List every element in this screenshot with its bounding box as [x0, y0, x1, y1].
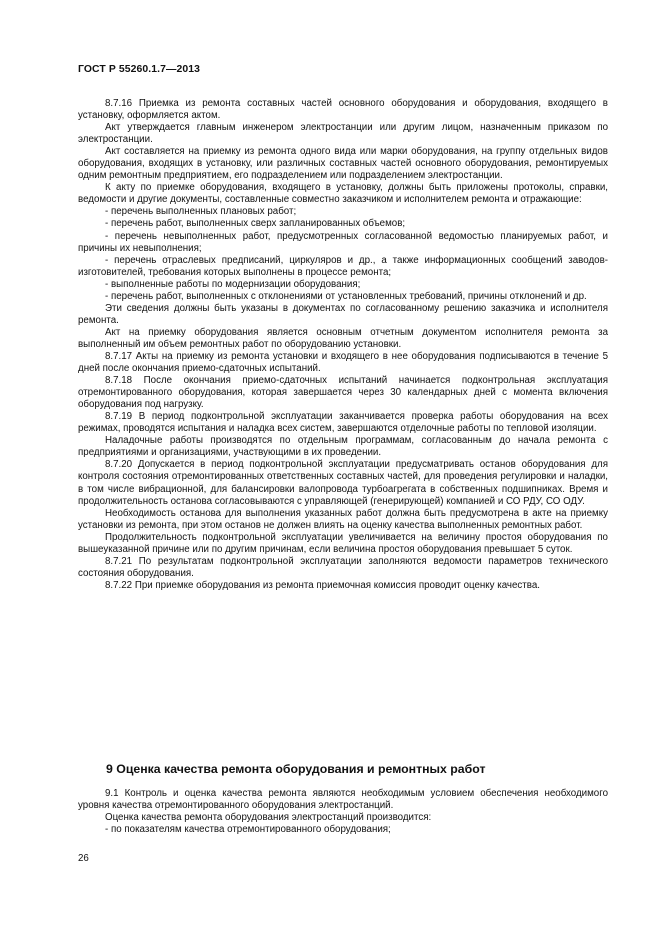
paragraph-8-7-16: 8.7.16 Приемка из ремонта составных частей основного оборудования и оборудования, входящего в установку, оформляется актом. [78, 98, 608, 122]
paragraph: Продолжительность подконтрольной эксплуатации увеличивается на величину простоя оборудования по вышеуказанной причине или по другим причинам, если величина простоя оборудования превышает 5 суток. [78, 531, 608, 555]
list-item: - перечень выполненных плановых работ; [105, 206, 297, 218]
paragraph: Оценка качества ремонта оборудования электростанций производится: [105, 812, 432, 824]
list-item: - перечень невыполненных работ, предусмотренных согласованной ведомостью планируемых работ, и причины их невыполнения; [78, 230, 608, 254]
paragraph-8-7-18: 8.7.18 После окончания приемо-сдаточных испытаний начинается подконтрольная эксплуатация отремонтированного оборудования, которая завершается через 30 календарных дней с момента включения оборудования под нагрузку. [78, 375, 608, 411]
section-9-text [78, 788, 608, 836]
page-number: 26 [78, 853, 89, 864]
list-item: - перечень работ, выполненных сверх запланированных объемов; [105, 218, 406, 230]
list-item: - по показателям качества отремонтированного оборудования; [105, 824, 391, 836]
list-item: - выполненные работы по модернизации оборудования; [105, 278, 361, 290]
paragraph-9-1: 9.1 Контроль и оценка качества ремонта являются необходимым условием обеспечения необходимого уровня качества отремонтированного оборудования электростанций. [78, 788, 608, 812]
list-item: - перечень работ, выполненных с отклонениями от установленных требований, причины отклонений и др. [105, 290, 587, 302]
paragraph: К акту по приемке оборудования, входящего в установку, должны быть приложены протоколы, справки, ведомости и другие документы, составленные совместно заказчиком и исполнителем ремонта и отражающие: [78, 182, 608, 206]
paragraph: Необходимость останова для выполнения указанных работ должна быть предусмотрена в акте на приемку установки из ремонта, при этом останов не должен влиять на оценку качества выполненных ремонтных работ. [78, 507, 608, 531]
page-header-standard: ГОСТ Р 55260.1.7—2013 [78, 64, 200, 75]
section-9-title: 9 Оценка качества ремонта оборудования и ремонтных работ [106, 762, 486, 776]
paragraph: Акт на приемку оборудования является основным отчетным документом исполнителя ремонта за выполненный им объем ремонтных работ по оборудованию установки. [78, 326, 608, 350]
paragraph-8-7-19: 8.7.19 В период подконтрольной эксплуатации заканчивается проверка работы оборудования на всех режимах, проводятся испытания и наладка всех систем, завершаются отделочные работы по тепловой изоляции. [78, 411, 608, 435]
paragraph-8-7-22: 8.7.22 При приемке оборудования из ремонта приемочная комиссия проводит оценку качества. [105, 579, 540, 591]
paragraph-8-7-20: 8.7.20 Допускается в период подконтрольной эксплуатации предусматривать останов оборудования для контроля состояния отремонтированных ответственных составных частей, для проведения регулировки и наладки, в том числе вибрационной, для балансировки валопровода турбоагрегата в собственных подшипниках. Время и продолжительность останова согласовываются с управляющей (генерирующей) компанией и СО РДУ, СО ОДУ. [78, 459, 608, 507]
paragraph: Акт составляется на приемку из ремонта одного вида или марки оборудования, на группу отдельных видов оборудования, входящих в установку, или различных составных частей основного оборудования, ремонтируемых одним ремонтным предприятием, его подразделением или подразделением электростанции. [78, 146, 608, 182]
paragraph: Наладочные работы производятся по отдельным программам, согласованным до начала ремонта с предприятиями и организациями, участвующими в их проведении. [78, 435, 608, 459]
list-item: - перечень отраслевых предписаний, циркуляров и др., а также информационных сообщений заводов-изготовителей, требования которых выполнены в процессе ремонта; [78, 254, 608, 278]
paragraph-8-7-21: 8.7.21 По результатам подконтрольной эксплуатации заполняются ведомости параметров технического состояния оборудования. [78, 555, 608, 579]
body-text [78, 98, 608, 592]
paragraph: Эти сведения должны быть указаны в документах по согласованному решению заказчика и исполнителя ремонта. [78, 302, 608, 326]
paragraph: Акт утверждается главным инженером электростанции или другим лицом, назначенным приказом по электростанции. [78, 122, 608, 146]
paragraph-8-7-17: 8.7.17 Акты на приемку из ремонта установки и входящего в нее оборудования подписываются в течение 5 дней после окончания приемо-сдаточных испытаний. [78, 350, 608, 375]
